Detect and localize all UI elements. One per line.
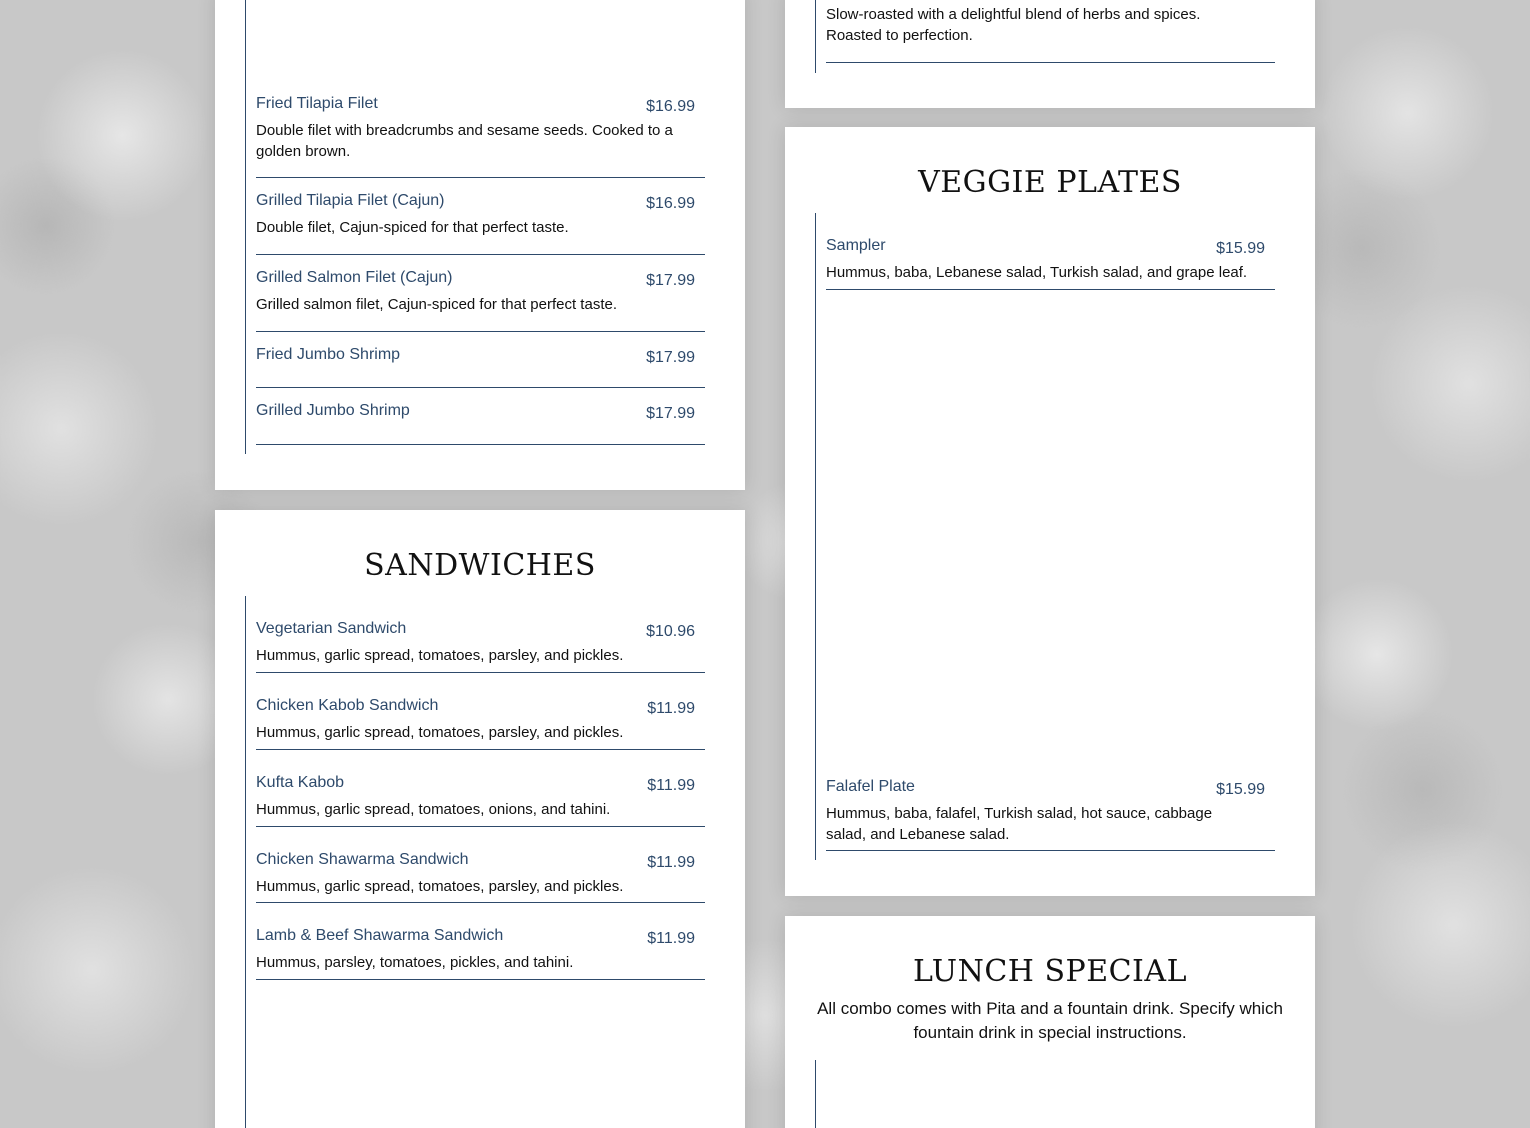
item-description: Hummus, garlic spread, tomatoes, parsley, and pickles. — [256, 878, 624, 895]
menu-item[interactable] — [256, 620, 705, 673]
menu-item[interactable] — [256, 774, 705, 827]
item-price: $16.99 — [646, 98, 695, 115]
section-title: SANDWICHES — [364, 548, 596, 583]
section-title: VEGGIE PLATES — [918, 165, 1182, 200]
item-description: Hummus, parsley, tomatoes, pickles, and tahini. — [256, 954, 574, 971]
item-name[interactable]: Grilled Jumbo Shrimp — [256, 402, 410, 419]
item-description: Grilled salmon filet, Cajun-spiced for that perfect taste. — [256, 296, 617, 313]
menu-item[interactable] — [256, 95, 705, 178]
item-name[interactable]: Kufta Kabob — [256, 774, 345, 791]
menu-item[interactable] — [826, 0, 1275, 63]
item-price: $17.99 — [646, 272, 695, 289]
menu-item[interactable] — [256, 269, 705, 332]
seafood-divider-line — [245, 0, 246, 454]
item-description: Hummus, baba, falafel, Turkish salad, hot sauce, cabbage salad, and Lebanese salad. — [826, 805, 1213, 843]
item-name[interactable]: Sampler — [826, 237, 886, 254]
item-name[interactable]: Fried Tilapia Filet — [256, 95, 378, 112]
menu-item[interactable] — [256, 851, 705, 903]
menu-item[interactable] — [256, 697, 705, 750]
menu-item[interactable] — [256, 346, 705, 388]
item-description: Hummus, garlic spread, tomatoes, parsley, and pickles. — [256, 724, 624, 741]
item-name[interactable]: Chicken Shawarma Sandwich — [256, 851, 469, 868]
menu-item[interactable] — [256, 927, 705, 980]
item-price: $11.99 — [647, 854, 695, 871]
lunch-divider-line — [815, 1060, 816, 1128]
item-price: $11.99 — [647, 700, 695, 717]
item-price: $16.99 — [646, 195, 695, 212]
item-name[interactable]: Chicken Kabob Sandwich — [256, 697, 439, 714]
item-name[interactable]: Vegetarian Sandwich — [256, 620, 407, 637]
item-description: Slow-roasted with a delightful blend of herbs and spices. Roasted to perfection. — [826, 6, 1201, 44]
item-name[interactable]: Grilled Salmon Filet (Cajun) — [256, 269, 453, 286]
item-description: Hummus, baba, Lebanese salad, Turkish salad, and grape leaf. — [826, 264, 1248, 281]
item-description: Hummus, garlic spread, tomatoes, onions, and tahini. — [256, 801, 611, 818]
item-price: $15.99 — [1216, 781, 1265, 798]
sandwiches-section-card — [215, 510, 745, 1128]
top-right-section-card — [785, 0, 1315, 108]
item-name[interactable]: Falafel Plate — [826, 778, 915, 795]
item-description: Double filet with breadcrumbs and sesame seeds. Cooked to a golden brown. — [256, 122, 673, 160]
item-price: $10.96 — [646, 623, 695, 640]
item-description: Hummus, garlic spread, tomatoes, parsley, and pickles. — [256, 647, 624, 664]
top-right-divider-line — [815, 0, 816, 73]
item-price: $11.99 — [647, 777, 695, 794]
item-name[interactable]: Fried Jumbo Shrimp — [256, 346, 401, 363]
item-name[interactable]: Lamb & Beef Shawarma Sandwich — [256, 927, 504, 944]
menu-item[interactable] — [826, 778, 1275, 851]
veggie-divider-line — [815, 213, 816, 860]
sandwiches-divider-line — [245, 596, 246, 1128]
item-description: Double filet, Cajun-spiced for that perfect taste. — [256, 219, 569, 236]
item-name[interactable]: Grilled Tilapia Filet (Cajun) — [256, 192, 445, 209]
lunch-special-note: All combo comes with Pita and a fountain drink. Specify which fountain drink in special instructions. — [817, 999, 1283, 1042]
item-price: $11.99 — [647, 930, 695, 947]
item-price: $15.99 — [1216, 240, 1265, 257]
section-title: LUNCH SPECIAL — [913, 954, 1187, 989]
menu-item[interactable] — [256, 192, 705, 255]
seafood-section-card — [215, 0, 745, 490]
item-price: $17.99 — [646, 349, 695, 366]
veggie-plates-section-card — [785, 127, 1315, 896]
menu-item[interactable] — [826, 237, 1275, 290]
menu-item[interactable] — [256, 402, 705, 445]
lunch-special-section-card — [785, 916, 1315, 1128]
item-price: $17.99 — [646, 405, 695, 422]
